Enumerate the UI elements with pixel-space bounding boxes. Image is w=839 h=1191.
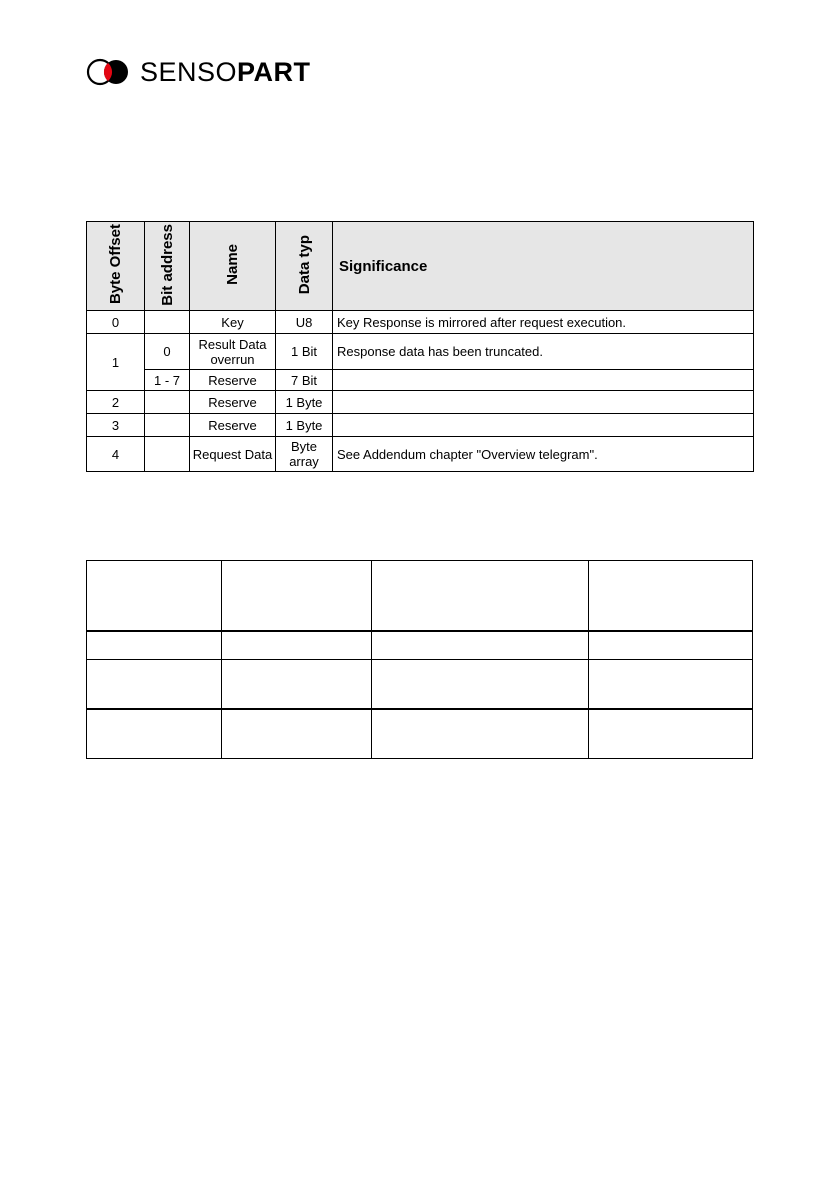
- table-cell: [87, 660, 222, 710]
- cell-significance: [333, 414, 754, 437]
- table-cell: [87, 631, 222, 660]
- cell-bit: 1 - 7: [145, 370, 190, 391]
- empty-table: [86, 560, 753, 759]
- cell-type: 1 Byte: [276, 391, 333, 414]
- sensopart-logo-icon: [86, 57, 132, 87]
- table-row: [87, 561, 753, 632]
- table-cell: [222, 660, 372, 710]
- cell-significance: See Addendum chapter "Overview telegram".: [333, 437, 754, 472]
- header-bit-address: Bit address: [145, 222, 190, 311]
- table-row: [87, 311, 754, 334]
- table-cell: [589, 561, 753, 632]
- cell-bit: [145, 391, 190, 414]
- table-cell: [87, 709, 222, 759]
- cell-significance: Response data has been truncated.: [333, 334, 754, 370]
- table-cell: [372, 709, 589, 759]
- cell-name: Reserve: [190, 414, 276, 437]
- company-logo: [86, 57, 311, 87]
- table-cell: [222, 709, 372, 759]
- table-row: [87, 334, 754, 370]
- cell-bit: 0: [145, 334, 190, 370]
- cell-offset: 3: [87, 414, 145, 437]
- table-row: [87, 437, 754, 472]
- cell-bit: [145, 414, 190, 437]
- table-row: [87, 709, 753, 759]
- cell-bit: [145, 437, 190, 472]
- brand-name-light: SENSO: [140, 57, 238, 87]
- cell-name: Result Data overrun: [190, 334, 276, 370]
- table-cell: [589, 709, 753, 759]
- table-cell: [372, 660, 589, 710]
- table-row: [87, 631, 753, 660]
- cell-type: 1 Bit: [276, 334, 333, 370]
- cell-type: 1 Byte: [276, 414, 333, 437]
- table-cell: [222, 561, 372, 632]
- telegram-table: [86, 221, 754, 472]
- cell-offset: 1: [87, 334, 145, 391]
- cell-type: 7 Bit: [276, 370, 333, 391]
- cell-name: Key: [190, 311, 276, 334]
- table-row: [87, 660, 753, 710]
- table-cell: [589, 631, 753, 660]
- cell-name: Request Data: [190, 437, 276, 472]
- header-byte-offset: Byte Offset: [87, 222, 145, 311]
- brand-name-bold: PART: [237, 57, 311, 87]
- table-cell: [222, 631, 372, 660]
- table-cell: [589, 660, 753, 710]
- table-cell: [372, 561, 589, 632]
- cell-name: Reserve: [190, 391, 276, 414]
- cell-bit: [145, 311, 190, 334]
- cell-type: Byte array: [276, 437, 333, 472]
- table-cell: [87, 561, 222, 632]
- header-data-type: Data typ: [276, 222, 333, 311]
- cell-offset: 2: [87, 391, 145, 414]
- cell-significance: [333, 391, 754, 414]
- cell-name: Reserve: [190, 370, 276, 391]
- table-row: [87, 414, 754, 437]
- header-significance: Significance: [333, 222, 754, 311]
- header-name: Name: [190, 222, 276, 311]
- cell-significance: [333, 370, 754, 391]
- cell-significance: Key Response is mirrored after request execution.: [333, 311, 754, 334]
- table-cell: [372, 631, 589, 660]
- cell-offset: 0: [87, 311, 145, 334]
- cell-type: U8: [276, 311, 333, 334]
- cell-offset: 4: [87, 437, 145, 472]
- table-header-row: [87, 222, 754, 311]
- table-row: [87, 391, 754, 414]
- table-row: [87, 370, 754, 391]
